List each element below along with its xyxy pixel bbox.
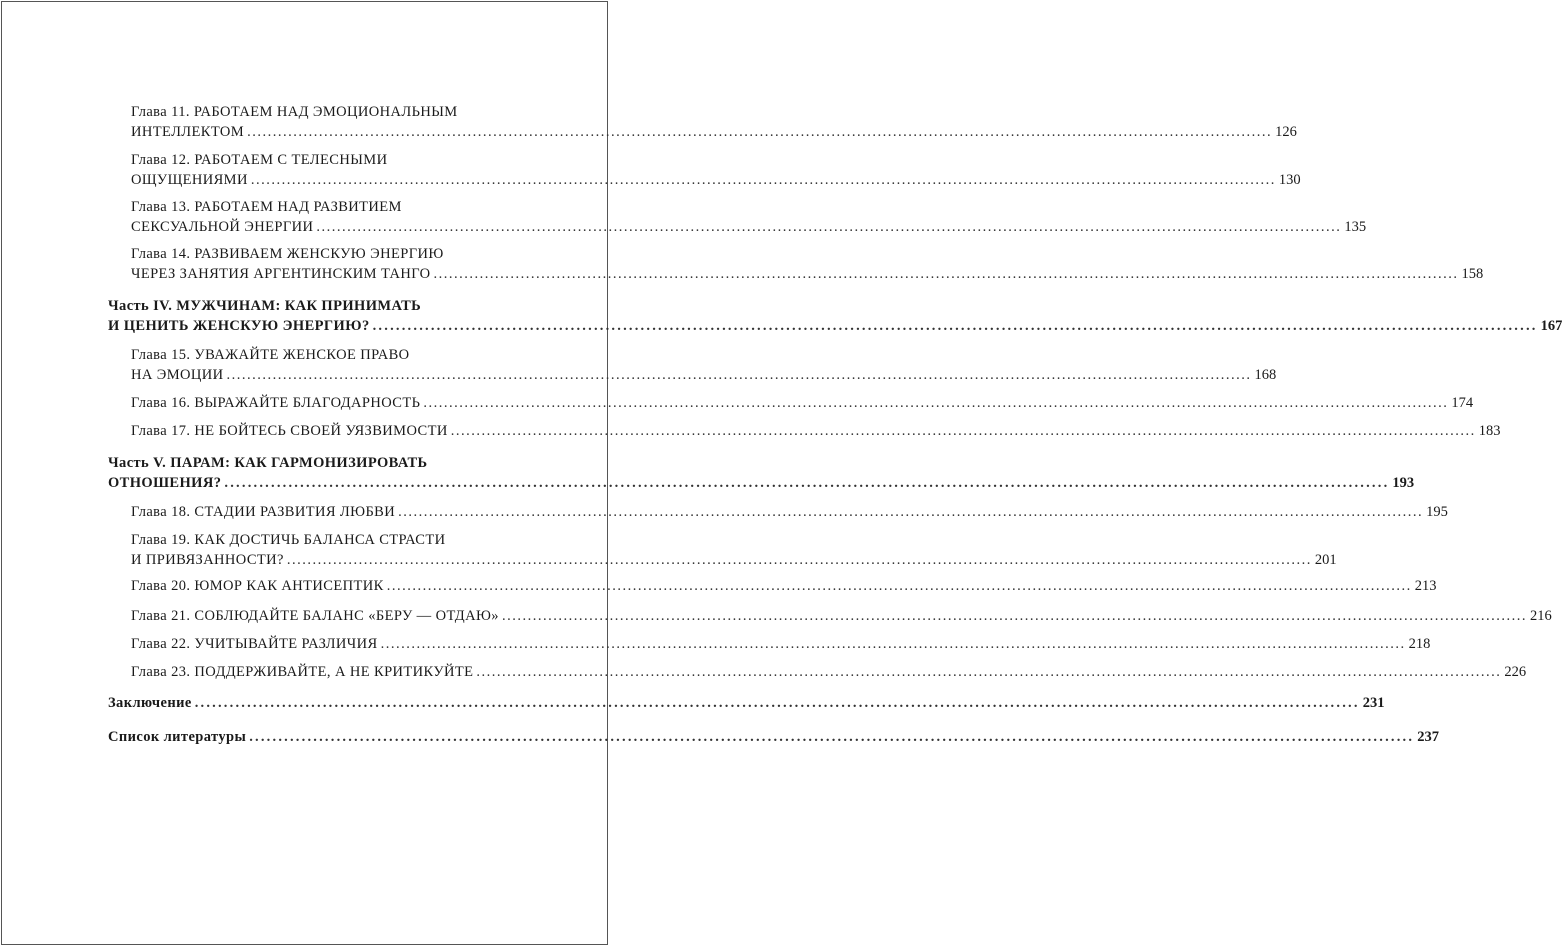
toc-entry-line — [131, 530, 538, 550]
dot-leader: ........................................................................................................................................................................................................ — [194, 695, 1360, 711]
toc-chapter-entry[interactable] — [131, 150, 1301, 190]
toc-entry-line — [131, 365, 1277, 385]
toc-entry-title: Глава 13. РАБОТАЕМ НАД РАЗВИТИЕМ — [131, 199, 402, 215]
toc-page-number: 168 — [1254, 367, 1277, 383]
dot-leader: ........................................................................................................................................................................................................ — [224, 475, 1390, 491]
toc-entry-title: СЕКСУАЛЬНОЙ ЭНЕРГИИ — [131, 219, 314, 235]
dot-leader: ........................................................................................................................................................................................................ — [247, 124, 1273, 140]
toc-page-number: 126 — [1275, 124, 1297, 140]
toc-entry-title: ИНТЕЛЛЕКТОМ — [131, 124, 245, 140]
toc-entry-title: Глава 16. ВЫРАЖАЙТЕ БЛАГОДАРНОСТЬ — [131, 395, 421, 411]
toc-page-number: 158 — [1461, 266, 1484, 282]
toc-chapter-entry[interactable] — [131, 197, 1367, 237]
toc-entry-title: ОЩУЩЕНИЯМИ — [131, 172, 248, 188]
toc-entry-title: Глава 20. ЮМОР КАК АНТИСЕПТИК — [131, 578, 384, 594]
toc-chapter-entry[interactable] — [131, 345, 1277, 385]
toc-entry-line — [131, 244, 538, 264]
toc-entry-line — [131, 662, 1527, 682]
toc-entry-line — [131, 421, 1501, 441]
toc-entry-title: Глава 23. ПОДДЕРЖИВАЙТЕ, А НЕ КРИТИКУЙТЕ — [131, 664, 474, 680]
toc-page-number: 195 — [1426, 504, 1448, 520]
toc-entry-title: Глава 15. УВАЖАЙТЕ ЖЕНСКОЕ ПРАВО — [131, 347, 410, 363]
toc-entry-line — [131, 217, 1367, 237]
toc-page-number: 226 — [1504, 664, 1527, 680]
toc-entry-title: И ПРИВЯЗАННОСТИ? — [131, 552, 284, 568]
toc-page-number: 183 — [1478, 423, 1501, 439]
toc-part-entry[interactable] — [108, 296, 1562, 336]
toc-chapter-entry[interactable] — [131, 102, 1297, 142]
toc-entry-title: Глава 18. СТАДИИ РАЗВИТИЯ ЛЮБВИ — [131, 504, 396, 520]
toc-chapter-entry[interactable] — [131, 606, 1552, 626]
toc-part-entry[interactable] — [108, 453, 1415, 493]
toc-entry-line — [108, 453, 538, 473]
toc-chapter-entry[interactable] — [131, 421, 1501, 441]
dot-leader: ........................................................................................................................................................................................................ — [433, 266, 1459, 282]
toc-page-number: 231 — [1362, 695, 1385, 711]
toc-entry-title: Глава 19. КАК ДОСТИЧЬ БАЛАНСА СТРАСТИ — [131, 532, 446, 548]
toc-entry-line — [131, 264, 1484, 284]
toc-entry-line — [131, 606, 1552, 626]
dot-leader: ........................................................................................................................................................................................................ — [286, 552, 1312, 568]
toc-page-number: 167 — [1540, 318, 1562, 334]
toc-entry-line — [131, 634, 1431, 654]
toc-part-entry[interactable] — [108, 693, 1385, 713]
toc-entry-line — [131, 502, 1448, 522]
toc-chapter-entry[interactable] — [131, 576, 1437, 596]
toc-page-number: 218 — [1408, 636, 1431, 652]
dot-leader: ........................................................................................................................................................................................................ — [423, 395, 1449, 411]
toc-chapter-entry[interactable] — [131, 530, 1337, 570]
toc-page-number: 201 — [1314, 552, 1337, 568]
toc-page-number: 130 — [1278, 172, 1301, 188]
toc-chapter-entry[interactable] — [131, 393, 1474, 413]
toc-entry-line — [131, 345, 538, 365]
dot-leader: ........................................................................................................................................................................................................ — [380, 636, 1406, 652]
toc-entry-line — [131, 550, 1337, 570]
toc-entry-title: Глава 12. РАБОТАЕМ С ТЕЛЕСНЫМИ — [131, 152, 388, 168]
toc-entry-title: Часть V. ПАРАМ: КАК ГАРМОНИЗИРОВАТЬ — [108, 455, 428, 471]
toc-entry-line — [131, 576, 1437, 596]
toc-entry-title: Глава 22. УЧИТЫВАЙТЕ РАЗЛИЧИЯ — [131, 636, 378, 652]
dot-leader: ........................................................................................................................................................................................................ — [316, 219, 1342, 235]
toc-page-number: 193 — [1392, 475, 1415, 491]
dot-leader: ........................................................................................................................................................................................................ — [226, 367, 1252, 383]
toc-entry-line — [108, 316, 1562, 336]
toc-entry-title: Глава 11. РАБОТАЕМ НАД ЭМОЦИОНАЛЬНЫМ — [131, 104, 458, 120]
toc-entry-title: И ЦЕНИТЬ ЖЕНСКУЮ ЭНЕРГИЮ? — [108, 318, 370, 334]
dot-leader: ........................................................................................................................................................................................................ — [250, 172, 1276, 188]
toc-entry-title: Часть IV. МУЖЧИНАМ: КАК ПРИНИМАТЬ — [108, 298, 422, 314]
toc-entry-title: Глава 21. СОБЛЮДАЙТЕ БАЛАНС «БЕРУ — ОТДАЮ» — [131, 608, 499, 624]
toc-entry-line — [108, 473, 1415, 493]
toc-entry-line — [108, 296, 538, 316]
toc-entry-title: Список литературы — [108, 729, 247, 745]
toc-chapter-entry[interactable] — [131, 662, 1527, 682]
toc-page-number: 216 — [1529, 608, 1552, 624]
dot-leader: ........................................................................................................................................................................................................ — [372, 318, 1538, 334]
toc-entry-title: Глава 17. НЕ БОЙТЕСЬ СВОЕЙ УЯЗВИМОСТИ — [131, 423, 448, 439]
toc-entry-line — [131, 393, 1474, 413]
dot-leader: ........................................................................................................................................................................................................ — [501, 608, 1527, 624]
toc-page-number: 213 — [1414, 578, 1437, 594]
toc-entry-title: Глава 14. РАЗВИВАЕМ ЖЕНСКУЮ ЭНЕРГИЮ — [131, 246, 444, 262]
toc-entry-line — [131, 122, 1297, 142]
dot-leader: ........................................................................................................................................................................................................ — [398, 504, 1424, 520]
toc-page-number: 174 — [1451, 395, 1474, 411]
toc-entry-title: НА ЭМОЦИИ — [131, 367, 224, 383]
toc-entry-line — [108, 693, 1385, 713]
toc-part-entry[interactable] — [108, 727, 1439, 747]
dot-leader: ........................................................................................................................................................................................................ — [476, 664, 1502, 680]
dot-leader: ........................................................................................................................................................................................................ — [249, 729, 1415, 745]
toc-page-number: 135 — [1344, 219, 1367, 235]
toc-entry-line — [131, 197, 538, 217]
toc-entry-title: Заключение — [108, 695, 192, 711]
toc-entry-line — [131, 150, 538, 170]
toc-entry-line — [108, 727, 1439, 747]
toc-entry-title: ЧЕРЕЗ ЗАНЯТИЯ АРГЕНТИНСКИМ ТАНГО — [131, 266, 431, 282]
dot-leader: ........................................................................................................................................................................................................ — [386, 578, 1412, 594]
toc-page-number: 237 — [1417, 729, 1439, 745]
toc-chapter-entry[interactable] — [131, 244, 1484, 284]
dot-leader: ........................................................................................................................................................................................................ — [450, 423, 1476, 439]
toc-entry-line — [131, 102, 538, 122]
toc-chapter-entry[interactable] — [131, 502, 1448, 522]
toc-entry-title: ОТНОШЕНИЯ? — [108, 475, 222, 491]
toc-entry-line — [131, 170, 1301, 190]
toc-chapter-entry[interactable] — [131, 634, 1431, 654]
